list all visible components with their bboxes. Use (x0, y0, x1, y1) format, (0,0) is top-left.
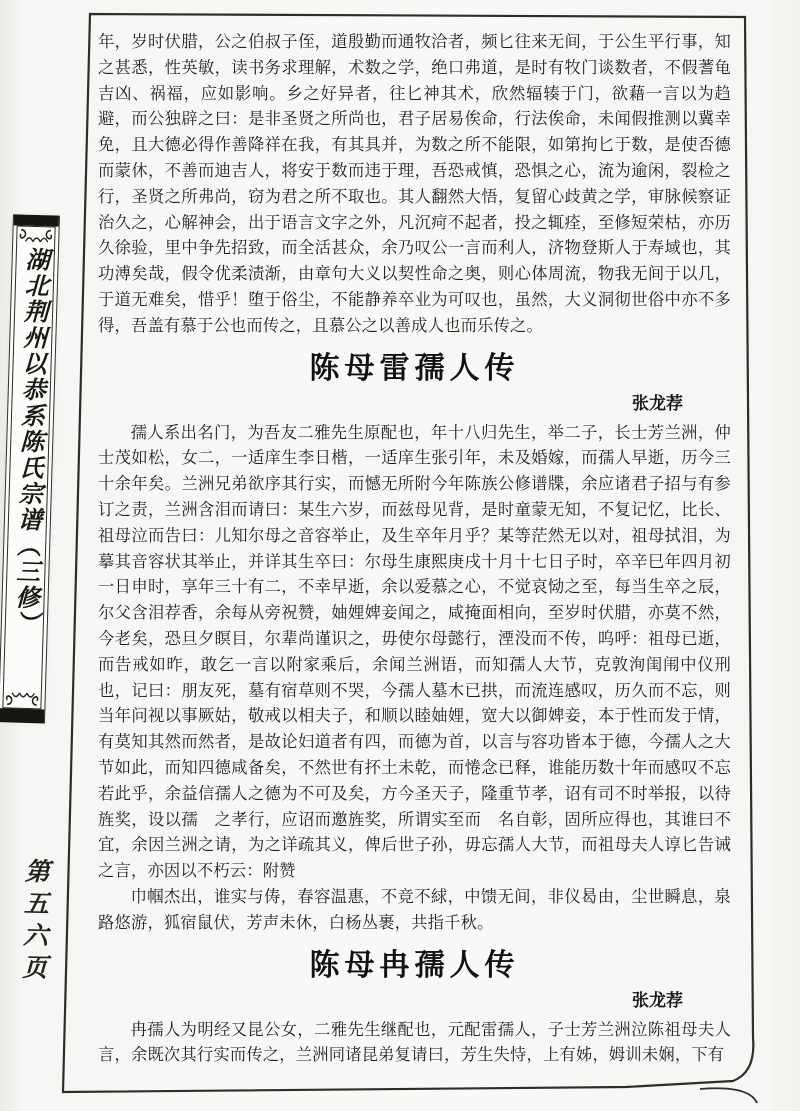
page-number: 第五六页 (18, 857, 51, 987)
section-title: 陈母冉孺人传 (309, 948, 520, 982)
section-chen-mu-lei (98, 350, 731, 936)
body-paragraph-continuation: 年，岁时伏腊，公之伯叔子侄，道殷勤而通牧洽者，频匕往来无间，于公生平行事，知之甚悉，性英敏，读书务求理解，术数之学，绝口弗道，是时有牧门谈数者，不假蓍龟吉凶、祸福，应如影响。乡之好异者，往匕神其术，欣然辐辏于门，欲藉一言以为趋避，而公独辟之曰：是非圣贤之所尚也，君子居易俟命，行法俟命，未闻假推测以冀幸免，且大德必得作善降祥在我，有其具并，为数之所不能限，如第拘匕于数，是使否德而蒙休，不善而迪吉人，将安于数而违于理，吾恐戒慎，恐惧之心，流为逾闲，裂检之行，圣贤之所弗尚，窃为君之所不取也。其人翻然大悟，复留心歧黄之学，审脉候察证治久之，心解神会，出于语言文字之外，凡沉疴不起者，投之辄痊，至修短荣枯，亦历久徐验，里中争先招致，而全活甚众，余乃叹公一言而利人，济物登斯人于寿域也，其功溥矣哉，假令优柔渍渐，由章句大义以契性命之奥，则心体周流，物我无间于以几，于道无难矣，惜乎！堕于俗尘，不能静养卒业为可叹也，虽然，大义洞彻世俗中亦不多得，吾盖有慕于公也而传之，且慕公之以善成人也而乐传之。 (98, 32, 731, 335)
section-chen-mu-ran (98, 947, 731, 1069)
cloud-scroll-ornament-icon (17, 226, 55, 246)
body-paragraph: 冉孺人为明经又昆公女，二雅先生继配也，元配雷孺人，子士芳兰洲泣陈祖母夫人言，余既次其行实而传之，兰洲同诸昆弟复请曰，芳生失恃，上有姊，姆训未娴，下有 (98, 1019, 731, 1065)
cloud-scroll-ornament-icon (3, 688, 41, 708)
author-name: 张龙荐 (632, 990, 683, 1010)
spine-title: 湖北荆州以恭系陈氏宗谱（三修） (9, 246, 51, 638)
spine-title-box (0, 214, 60, 723)
eulogy-paragraph: 巾帼杰出，谁实与俦，春容温惠，不竞不絿，中馈无间，非仪曷由，尘世瞬息，泉路悠游，狐宿鼠伏，芳声未休，白杨丛裹，共指千秋。 (98, 886, 731, 932)
spine-frame (2, 225, 55, 709)
author-name: 张龙荐 (632, 393, 683, 413)
body-paragraph: 孺人系出名门，为吾友二雅先生原配也，年十八归先生，举二子，长士芳兰洲，仲士茂如松，女二，一适庠生李日楷，一适庠生张引年，未及婚嫁，而孺人早逝，历今三十余年矣。兰洲兄弟欲序其行实，而憾无所附今年陈族公修谱牒，余应诸君子招与有参订之责，兰洲含泪而请曰：某生六岁，而兹母见背，是时童蒙无知，不复记忆，比长、祖母泣而告曰：儿知尔母之音容举止，及生卒年月乎？某等茫然无以对，祖母拭泪，为摹其音容状其举止，并详其生卒曰：尔母生康熙庚戌十月十七日子时，卒辛巳年四月初一日申时，享年三十有二，不幸早逝，余以爱慕之心，不觉哀恸之至，每当生卒之辰，尔父含泪荐香，余每从旁祝赞，妯娌婢妾闻之，咸掩面相向，至岁时伏腊，亦莫不然，今老矣，恐旦夕瞑目，尔辈尚谨识之，毋使尔母懿行，湮没而不传，呜呼：祖母已逝，而告戒如昨，敢乞一言以附家乘后，余闻兰洲语，而知孺人大节，克敦洵闺闱中仪刑也，记曰：朋友死，墓有宿草则不哭，今孺人墓木已拱，而流连感叹，历久而不忘，则当年问视以事厥姑，敬戒以相夫子，和顺以睦妯娌，宽大以御婢妾，本于性而发于情，有莫知其然而然者，是故论妇道者有四，而德为首，以言与容功皆本于德，今孺人之大节如此，而知四德咸备矣，不然世有抔土未乾，而惓念已释，谁能历数十年而感叹不忘若此乎，余益信孺人之德为不可及矣，方今圣天子，隆重节孝，诏有司不时举报，以待旌奖，设以孺 之孝行，应诏而邀旌奖，所谓实至而 名自彰，固所应得也，其谁曰不宜，余因兰洲之请，为之详疏其义，俾后世子孙，毋忘孺人大节，而祖母夫人谆匕告诫之言，亦因以不朽云：附赞 (98, 422, 731, 881)
section-title: 陈母雷孺人传 (309, 351, 520, 385)
spine-bottom-bar (0, 708, 44, 723)
text-block (80, 16, 740, 1068)
